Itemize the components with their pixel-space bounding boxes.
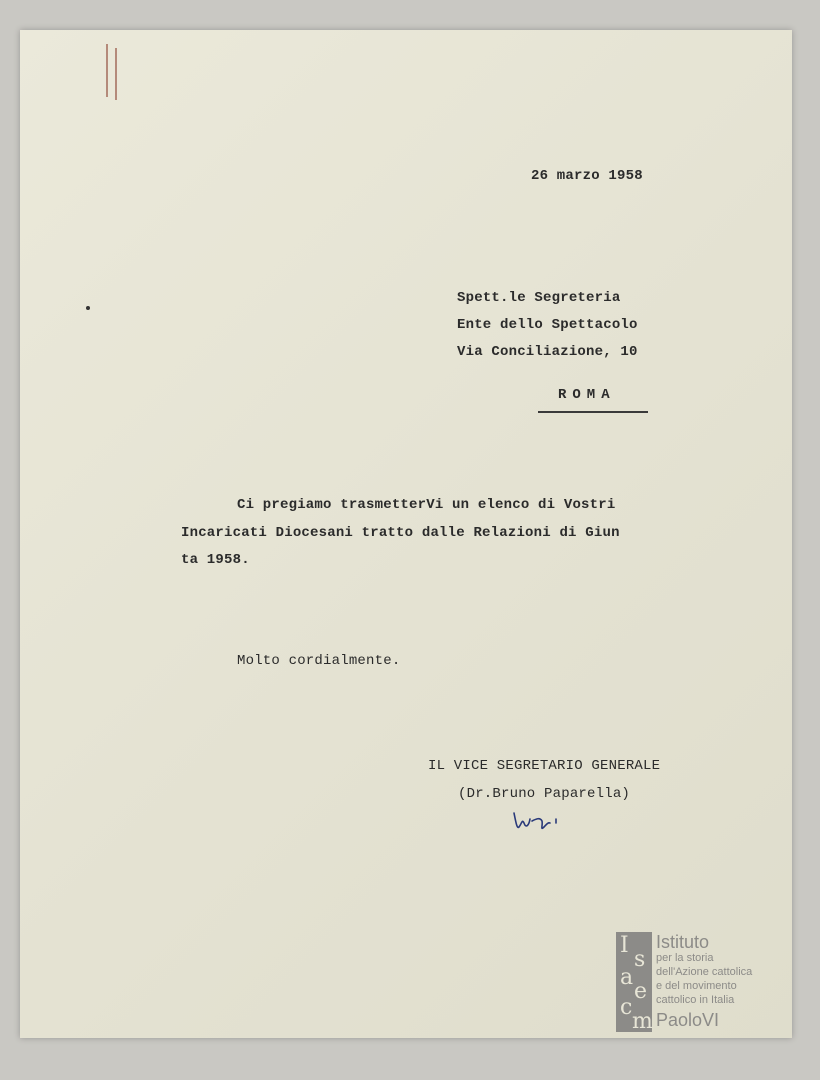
watermark-line-1: Istituto (656, 932, 710, 952)
watermark-line-2: per la storia (656, 952, 714, 964)
signatory-name: (Dr.Bruno Paparella) (458, 786, 631, 802)
recipient-city: ROMA (558, 387, 616, 403)
handwritten-signature (510, 805, 590, 835)
letter-page (20, 30, 792, 1038)
watermark-letter: c (620, 995, 633, 1020)
body-line-1: Ci pregiamo trasmetterVi un elenco di Vostri (237, 497, 616, 513)
watermark-letter: m (632, 1009, 653, 1034)
recipient-line-2: Ente dello Spettacolo (457, 317, 638, 333)
recipient-line-3: Via Conciliazione, 10 (457, 344, 638, 360)
archive-watermark (616, 930, 776, 1036)
signatory-title: IL VICE SEGRETARIO GENERALE (428, 758, 661, 774)
city-underline (538, 411, 648, 413)
watermark-line-4: e del movimento (656, 980, 737, 992)
recipient-line-1: Spett.le Segreteria (457, 290, 621, 306)
watermark-line-6: PaoloVI (656, 1010, 720, 1030)
watermark-letter: s (634, 947, 646, 972)
watermark-letter: a (620, 965, 634, 990)
body-line-3: ta 1958. (181, 552, 250, 568)
body-line-2: Incaricati Diocesani tratto dalle Relazioni di Giun (181, 525, 620, 541)
watermark-line-5: cattolico in Italia (656, 994, 735, 1006)
watermark-letter: I (620, 933, 629, 958)
watermark-letter: e (634, 979, 648, 1004)
letter-date: 26 marzo 1958 (531, 168, 643, 184)
watermark-logo-box (616, 932, 652, 1032)
watermark-line-3: dell'Azione cattolica (656, 966, 753, 978)
ink-dot (86, 306, 90, 310)
closing: Molto cordialmente. (237, 653, 401, 669)
staple-mark (104, 42, 124, 112)
